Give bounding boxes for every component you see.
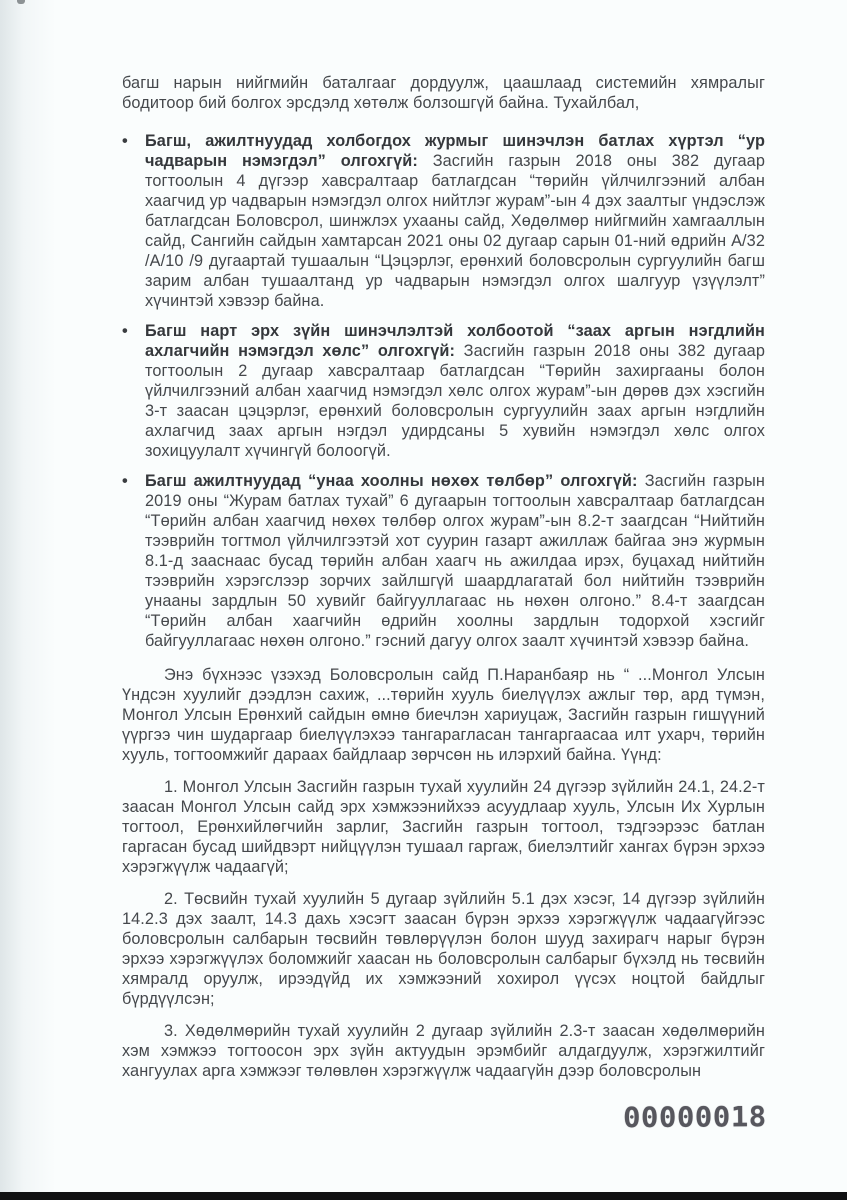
- bullet-item-transport-meal-compensation: [122, 471, 765, 651]
- scan-edge-shadow: [0, 0, 56, 1200]
- scan-artifact-speck: [17, 0, 25, 4]
- bullet-list: [122, 131, 765, 651]
- bullet-text: [145, 131, 765, 311]
- numbered-paragraph-2: 2. Төсвийн тухай хуулийн 5 дугаар зүйлийн 5.1 дэх хэсэг, 14 дүгээр зүйлийн 14.2.3 дэх заалт, 14.3 дахь хэсэгт заасан бүрэн эрхээ хэрэгжүүлж чадаагүйгээс боловсролын салбарын төсвийн төвлөрүүлэн болон шууд захирагч нарыг бүрэн эрхээ хэрэгжүүлэх боломжийг хаасан нь боловсролын салбарыг бүхэлд нь төсвийн хямралд оруулж, ирээдүйд их хэмжээний хохирол үүсэх ноцтой байдлыг бүрдүүлсэн;: [122, 890, 765, 1008]
- bullet-lead: Багш, ажилтнуудад холбогдох журмыг шинэчлэн батлах хүртэл “ур чадварын нэмэгдэл” олгохгүй:: [145, 132, 765, 170]
- scan-bottom-edge: [0, 1192, 847, 1200]
- conclusion-paragraph: Энэ бүхнээс үзэхэд Боловсролын сайд П.Наранбаяр нь “ ...Монгол Улсын Үндсэн хуулийг дээдлэн сахиж, ...төрийн хууль биелүүлэх ажлыг төр, ард түмэн, Монгол Улсын Ерөнхий сайдын өмнө биечлэн хариуцаж, Засгийн газрын гишүүний үүргээ чин шударгаар биелүүлэхээ тангарагласан тангаргаасаа илт ухарч, төрийн хууль, тогтоомжийг дараах байдлаар зөрчсөн нь илэрхий байна. Үүнд:: [122, 666, 765, 764]
- bullet-body: Засгийн газрын 2018 оны 382 дугаар тогтоолын 4 дүгээр хавсралтаар батлагдсан “төрийн үйлчилгээний албан хаагчид ур чадварын нэмэгдэл олгох нийтлэг журам”-ын 4 дэх заалтыг үндэслэж батлагдсан Боловсрол, шинжлэх ухааны сайд, Хөдөлмөр нийгмийн хамгааллын сайд, Сангийн сайдын хамтарсан 2021 оны 02 дугаар сарын 01-ний өдрийн А/32 /А/10 /9 дугаартай тушаалын “Цэцэрлэг, ерөнхий боловсролын сургуулийн багш зарим албан тушаалтанд ур чадварын нэмэгдэл олгох шалгуур үзүүлэлт” хүчинтэй хэвээр байна.: [145, 152, 765, 310]
- bullet-lead: Багш нарт эрх зүйн шинэчлэлтэй холбоотой “заах аргын нэгдлийн ахлагчийн нэмэгдэл хөлс” олгохгүй:: [145, 322, 765, 360]
- bullet-text: [145, 321, 765, 461]
- document-text-block: [122, 73, 765, 1081]
- page-number-stamp: 00000018: [622, 1100, 767, 1134]
- numbered-paragraph-1: 1. Монгол Улсын Засгийн газрын тухай хуулийн 24 дүгээр зүйлийн 24.1, 24.2-т заасан Монгол Улсын сайд эрх хэмжээнийхээ асуудлаар хууль, Улсын Их Хурлын тогтоол, Ерөнхийлөгчийн зарлиг, Засгийн газрын тогтоол, тэдгээрээс батлан гаргасан бусад шийдвэрт нийцүүлэн тушаал гаргаж, биелэлтийг хангах бүрэн эрхээ хэрэгжүүлж чадаагүй;: [122, 778, 765, 876]
- bullet-body: Засгийн газрын 2018 оны 382 дугаар тогтоолын 2 дугаар хавсралтаар батлагдсан “Төрийн захиргааны болон үйлчилгээний албан хаагчид нэмэгдэл хөлс олгох журам”-ын дөрөв дэх хэсгийн 3-т заасан цэцэрлэг, ерөнхий боловсролын сургуулийн заах аргын нэгдлийн ахлагчид заах аргын нэгдэл удирдсаны 5 хувийн нэмэгдэл хөлс олгох зохицуулалт хүчингүй болоогүй.: [145, 342, 765, 460]
- bullet-text: [145, 471, 765, 651]
- intro-paragraph: багш нарын нийгмийн баталгааг дордуулж, цаашлаад системийн хямралыг бодитоор бий болгох эрсдэлд хөтөлж болзошгүй байна. Тухайлбал,: [122, 74, 765, 112]
- bullet-item-qualification-bonus: [122, 131, 765, 311]
- bullet-item-method-union-bonus: [122, 321, 765, 461]
- bullet-lead: Багш ажилтнуудад “унаа хоолны нөхөх төлбөр” олгохгүй:: [145, 472, 638, 490]
- bullet-marker-icon: •: [122, 132, 128, 150]
- bullet-body: Засгийн газрын 2019 оны “Журам батлах тухай” 6 дугаарын тогтоолын хавсралтаар батлагдсан “Төрийн албан хаагчид нөхөх төлбөр олгох журам”-ын 8.2-т заагдсан “Нийтийн тээврийн тогтмол үйлчилгээтэй хот суурин газарт ажиллаж байгаа энэ журмын 8.1-д зааснаас бусад төрийн албан хаагч нь ажилдаа ирэх, буцахад нийтийн тээврийн хэрэгслээр зорчих зайлшгүй шаардлагатай бол нийтийн тээврийн унааны зардлын 50 хувийг байгууллагаас нь нөхөн олгоно.” 8.4-т заагдсан “Төрийн албан хаагчийн өдрийн хоолны зардлын тодорхой хэсгийг байгууллагаас нөхөн олгоно.” гэсний дагуу олгох заалт хүчинтэй хэвээр байна.: [145, 472, 765, 650]
- bullet-marker-icon: •: [122, 472, 128, 490]
- numbered-paragraph-3: 3. Хөдөлмөрийн тухай хуулийн 2 дугаар зүйлийн 2.3-т заасан хөдөлмөрийн хэм хэмжээ тогтоосон эрх зүйн актуудын эрэмбийг алдагдуулж, хэрэгжилтийг хангуулах арга хэмжээг төлөвлөн хэрэгжүүлж чадаагүйн дээр боловсролын: [122, 1022, 765, 1080]
- bullet-marker-icon: •: [122, 322, 128, 340]
